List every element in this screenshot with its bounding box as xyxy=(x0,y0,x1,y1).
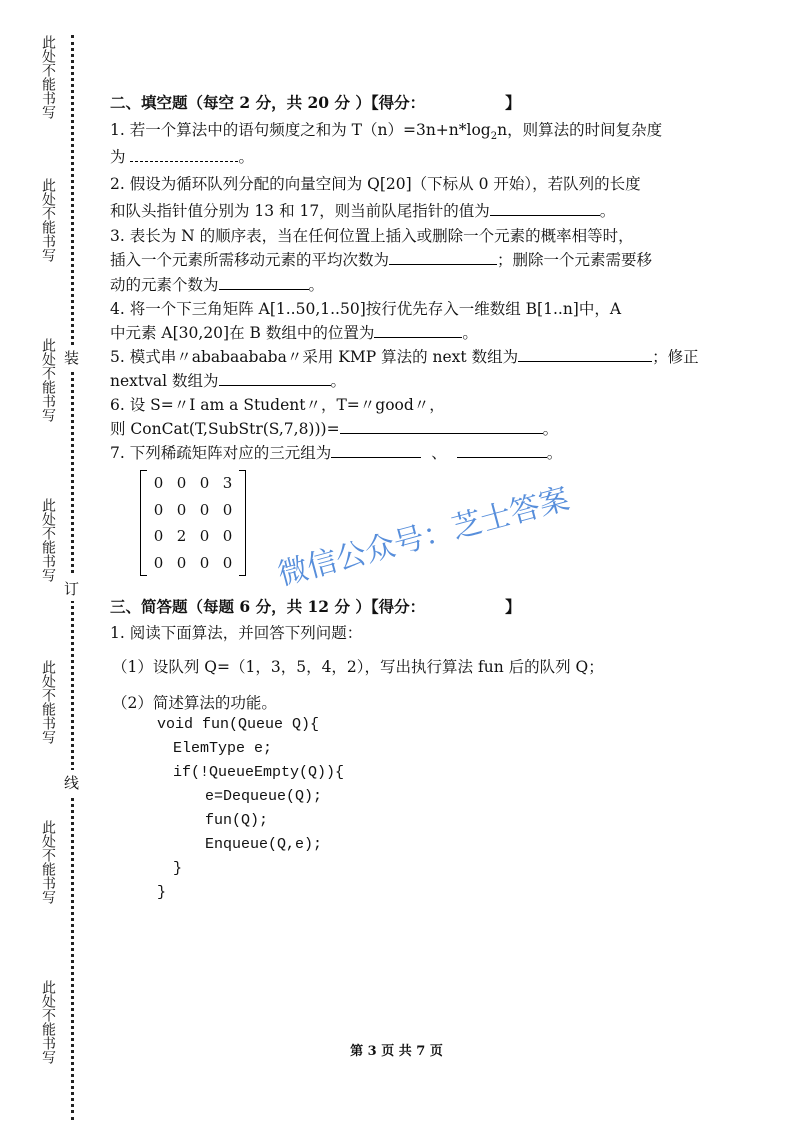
code-line: } xyxy=(157,884,167,901)
cell: 3 xyxy=(222,474,233,492)
period: 。 xyxy=(546,444,563,462)
watermark: 微信公众号：芝士答案 xyxy=(274,481,574,593)
question-1-blank-line xyxy=(110,147,254,167)
cell: 0 xyxy=(199,527,210,545)
section2-heading xyxy=(110,93,521,113)
question-2-line: 2. 假设为循环队列分配的向量空间为 Q[20]（下标从 0 开始），若队列的长度 xyxy=(110,175,641,193)
matrix-row xyxy=(141,497,245,524)
question-5-blank-line xyxy=(110,371,346,391)
period: 。 xyxy=(599,202,616,220)
code-line: Enqueue(Q,e); xyxy=(205,836,323,853)
answer-blank[interactable] xyxy=(457,443,547,458)
q3-text-mid: ；删除一个元素需要移 xyxy=(497,251,653,269)
cell: 0 xyxy=(222,527,233,545)
answer-blank[interactable] xyxy=(340,419,543,434)
answer-blank[interactable] xyxy=(518,347,652,362)
section3-part-2: （2）简述算法的功能。 xyxy=(112,694,277,712)
cell: 0 xyxy=(176,500,187,519)
sparse-matrix xyxy=(140,470,246,576)
question-4-line: 4. 将一个下三角矩阵 A[1..50,1..50]按行优先存入一维数组 B[1..n]中，A xyxy=(110,300,622,318)
answer-blank[interactable] xyxy=(219,275,309,290)
question-5-line xyxy=(110,347,699,367)
q3-text: 插入一个元素所需移动元素的平均次数为 xyxy=(110,251,390,269)
margin-note: 此处不能书写 xyxy=(40,660,56,744)
margin-note: 此处不能书写 xyxy=(40,178,56,262)
binding-label-zhuang: 装 xyxy=(64,345,79,370)
period: 。 xyxy=(330,372,347,390)
code-line: ElemType e; xyxy=(173,740,273,757)
cell: 0 xyxy=(153,474,164,492)
cell: 0 xyxy=(199,474,210,492)
question-1-line xyxy=(110,120,662,147)
answer-blank[interactable] xyxy=(130,147,238,162)
q2-text: 和队头指针值分别为 13 和 17，则当前队尾指针的值为 xyxy=(110,202,490,220)
question-3-blank-line-2 xyxy=(110,275,324,295)
margin-note: 此处不能书写 xyxy=(40,35,56,119)
period: 。 xyxy=(462,324,478,342)
question-6-blank-line xyxy=(110,419,558,439)
question-3-blank-line xyxy=(110,250,652,270)
separator: 、 xyxy=(431,444,447,462)
cell: 0 xyxy=(176,474,187,492)
q7-text: 7. 下列稀疏矩阵对应的三元组为 xyxy=(110,444,332,462)
section3-question-1: 1. 阅读下面算法，并回答下列问题： xyxy=(110,624,363,642)
q6-text: 则 ConCat(T,SubStr(S,7,8)))= xyxy=(110,420,340,438)
answer-blank[interactable] xyxy=(374,323,462,338)
q5-text: 5. 模式串〃ababaababa〃采用 KMP 算法的 next 数组为 xyxy=(110,348,519,366)
code-line: if(!QueueEmpty(Q)){ xyxy=(173,764,345,781)
code-line: fun(Q); xyxy=(205,812,269,829)
cell: 2 xyxy=(176,527,187,545)
question-7-line xyxy=(110,443,562,463)
margin-note: 此处不能书写 xyxy=(40,498,56,582)
page-footer: 第 3 页 共 7 页 xyxy=(350,1044,443,1059)
matrix-row xyxy=(141,470,245,497)
section3-heading xyxy=(110,597,521,617)
heading-text: 二、填空题（每空 2 分，共 20 分 ）【得分： xyxy=(110,93,426,112)
cell: 0 xyxy=(222,553,233,572)
period: 。 xyxy=(308,276,325,294)
question-4-blank-line xyxy=(110,323,478,343)
q1-subscript: 2 xyxy=(490,131,498,143)
binding-label-xian: 线 xyxy=(64,770,79,795)
code-line: } xyxy=(173,860,183,877)
q3-text-end: 动的元素个数为 xyxy=(110,276,219,294)
q1-text-end: n，则算法的时间复杂度 xyxy=(497,121,663,139)
period: 。 xyxy=(542,420,559,438)
margin-note: 此处不能书写 xyxy=(40,338,56,422)
heading-close: 】 xyxy=(505,93,521,112)
section3-part-1: （1）设队列 Q=（1，3，5，4，2），写出执行算法 fun 后的队列 Q； xyxy=(112,658,604,676)
answer-blank[interactable] xyxy=(389,250,497,265)
cell: 0 xyxy=(153,500,164,519)
cell: 0 xyxy=(153,553,164,572)
binding-label-ding: 订 xyxy=(64,576,79,601)
cell: 0 xyxy=(199,553,210,572)
code-line: void fun(Queue Q){ xyxy=(157,716,320,733)
q1-prefix: 为 xyxy=(110,148,126,166)
margin-note: 此处不能书写 xyxy=(40,820,56,904)
answer-blank[interactable] xyxy=(490,201,600,216)
answer-blank[interactable] xyxy=(331,443,421,458)
cell: 0 xyxy=(199,500,210,519)
code-line: e=Dequeue(Q); xyxy=(205,788,323,805)
question-6-line: 6. 设 S=〃I am a Student〃，T=〃good〃， xyxy=(110,396,445,414)
margin-note: 此处不能书写 xyxy=(40,980,56,1064)
q1-text: 1. 若一个算法中的语句频度之和为 T（n）=3n+n*log xyxy=(110,121,491,139)
heading-text: 三、简答题（每题 6 分，共 12 分 ）【得分： xyxy=(110,597,426,616)
q5-text-end: nextval 数组为 xyxy=(110,372,219,390)
cell: 0 xyxy=(153,527,164,545)
question-3-line: 3. 表长为 N 的顺序表，当在任何位置上插入或删除一个元素的概率相等时， xyxy=(110,227,634,245)
cell: 0 xyxy=(176,553,187,572)
cell: 0 xyxy=(222,500,233,519)
heading-close: 】 xyxy=(505,597,521,616)
q4-text: 中元素 A[30,20]在 B 数组中的位置为 xyxy=(110,324,375,342)
question-2-blank-line xyxy=(110,201,615,221)
answer-blank[interactable] xyxy=(219,371,331,386)
q5-text-mid: ；修正 xyxy=(652,348,699,366)
matrix-row xyxy=(141,523,245,550)
matrix-row xyxy=(141,550,245,577)
period: 。 xyxy=(238,148,254,166)
